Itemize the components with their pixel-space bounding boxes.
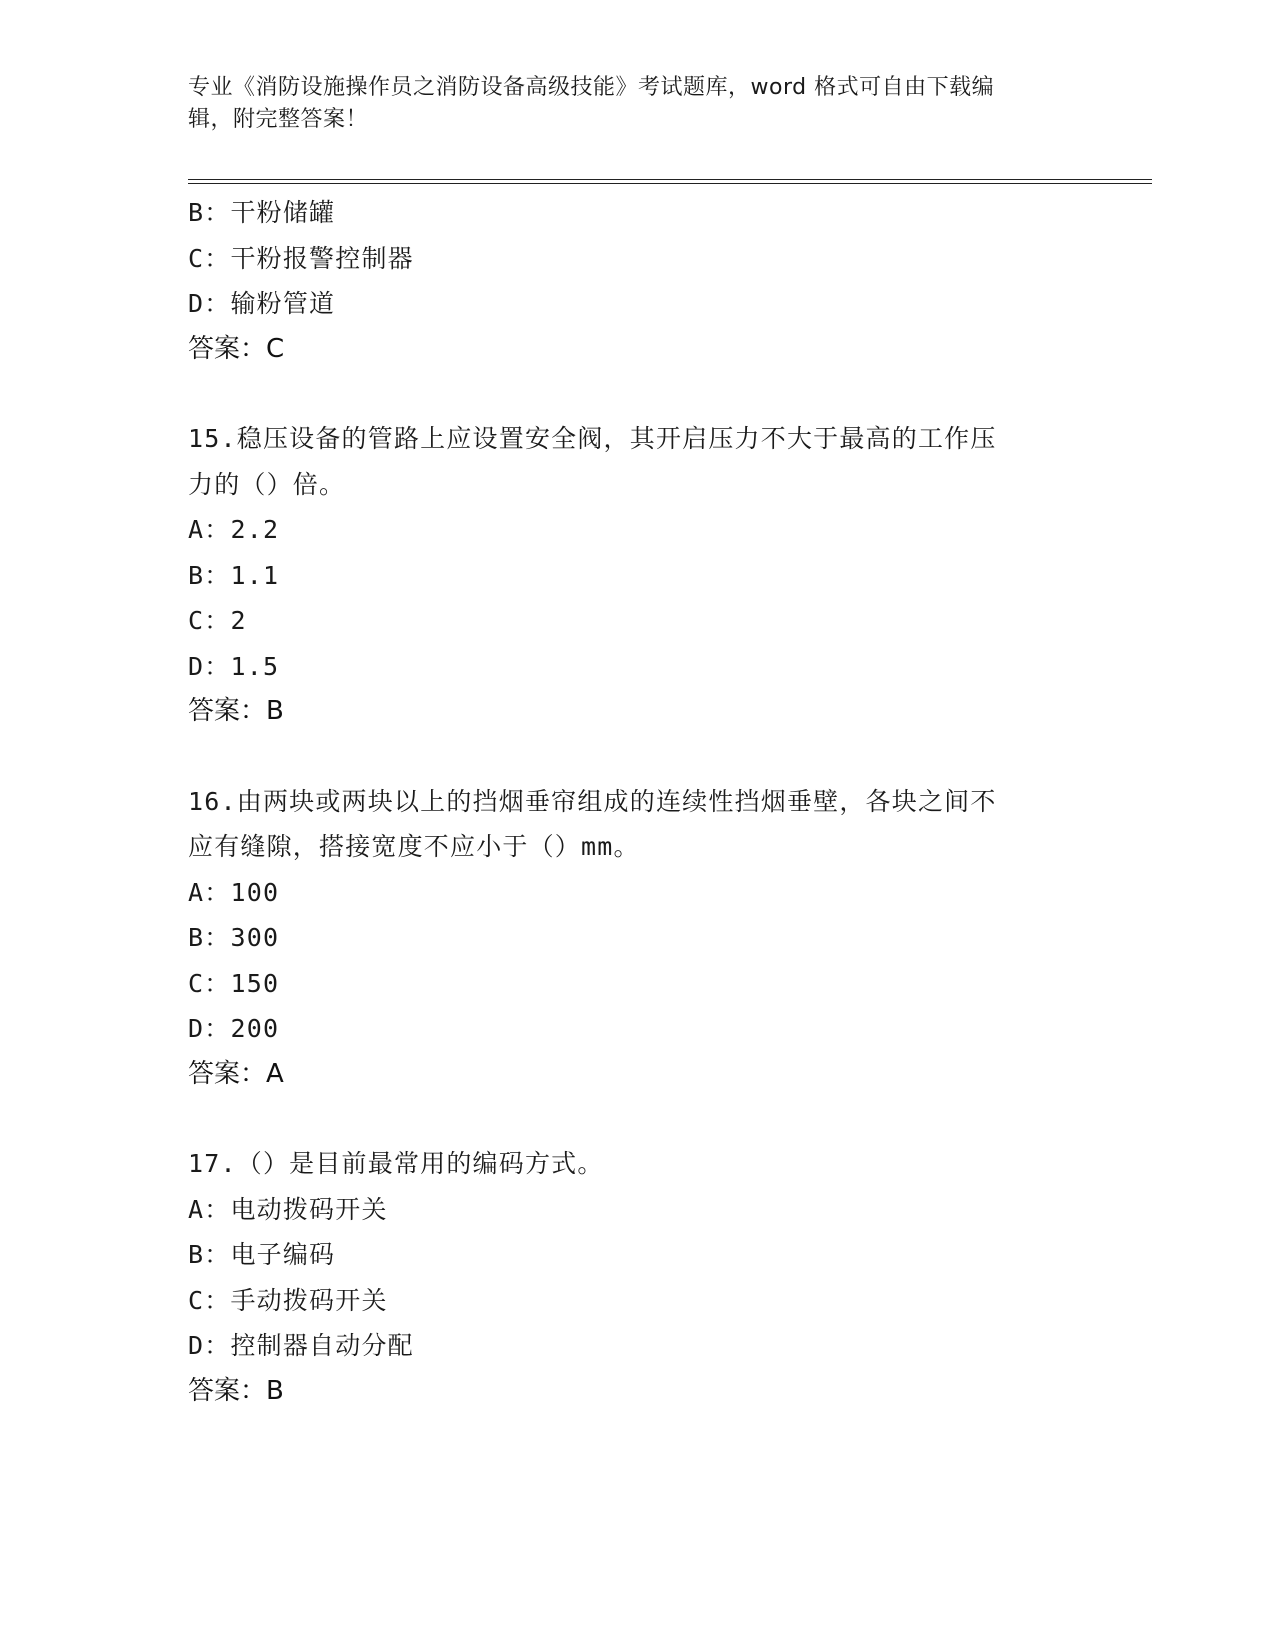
option-b: B：电子编码 — [188, 1240, 336, 1269]
option-d: D：控制器自动分配 — [188, 1331, 414, 1360]
question-stem: 16.由两块或两块以上的挡烟垂帘组成的连续性挡烟垂壁，各块之间不 — [188, 786, 997, 816]
option-c: C：干粉报警控制器 — [188, 243, 414, 273]
answer: 答案：B — [188, 696, 284, 726]
question-stem-cont: 应有缝隙，搭接宽度不应小于（）mm。 — [188, 832, 640, 861]
question-stem-cont: 力的（）倍。 — [188, 469, 346, 499]
option-a: A：电动拨码开关 — [188, 1194, 388, 1224]
question-stem: 17.（）是目前最常用的编码方式。 — [188, 1149, 604, 1178]
question-stem: 15.稳压设备的管路上应设置安全阀，其开启压力不大于最高的工作压 — [188, 424, 997, 453]
question-17 — [188, 1141, 1088, 1414]
option-d: D：1.5 — [188, 651, 280, 681]
option-a: A：100 — [188, 877, 280, 907]
answer: 答案：B — [188, 1375, 284, 1406]
question-16 — [188, 779, 1088, 1098]
header-line-2: 辑，附完整答案！ — [188, 107, 369, 132]
answer: 答案：C — [188, 333, 285, 364]
option-c: C：150 — [188, 968, 280, 998]
header-divider-top — [188, 179, 1152, 180]
document-header — [188, 72, 1068, 136]
header-divider-bottom — [188, 183, 1152, 184]
option-b: B：300 — [188, 923, 280, 952]
option-b: B：1.1 — [188, 560, 280, 590]
answer: 答案：A — [188, 1058, 284, 1089]
option-c: C：2 — [188, 606, 247, 635]
option-d: D：200 — [188, 1014, 280, 1043]
question-15 — [188, 416, 1088, 735]
question-content — [188, 190, 1088, 1414]
option-d: D：输粉管道 — [188, 289, 336, 318]
header-line-1: 专业《消防设施操作员之消防设备高级技能》考试题库，word 格式可自由下载编 — [188, 75, 995, 100]
option-a: A：2.2 — [188, 515, 280, 544]
question-14-tail — [188, 190, 1088, 372]
option-b: B：干粉储罐 — [188, 198, 336, 227]
option-c: C：手动拨码开关 — [188, 1285, 388, 1315]
